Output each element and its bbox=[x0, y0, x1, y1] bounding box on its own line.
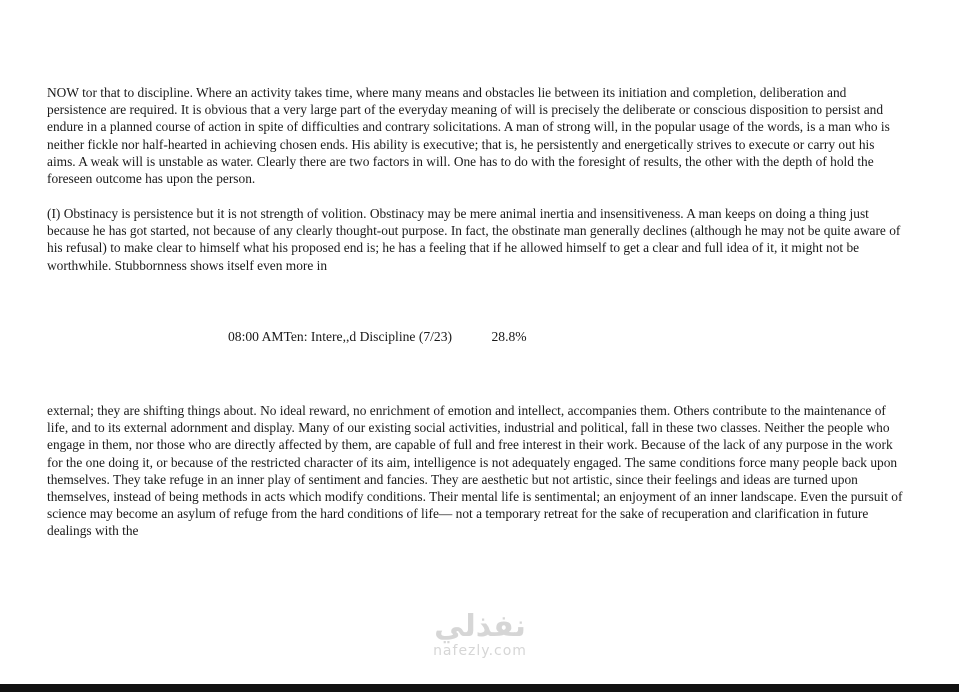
watermark-latin-text: nafezly.com bbox=[433, 643, 527, 659]
nafezly-watermark-logo bbox=[410, 608, 550, 658]
watermark-arabic-text: نفذلي bbox=[434, 609, 526, 644]
paragraph-1: NOW tor that to discipline. Where an activity takes time, where many means and obstacles lie between its initiation and completion, deliberation and persistence are required. It is obvious that a very large part of the everyday meaning of will is precisely the deliberate or conscious disposition to persist and endure in a planned course of action in spite of difficulties and contrary solicitations. A man of strong will, in the popular usage of the words, is a man who is neither fickle nor half-hearted in achieving chosen ends. His ability is executive; that is, he persistently and energetically strives to execute or carry out his aims. A weak will is unstable as water. Clearly there are two factors in will. One has to do with the foresight of results, the other with the depth of hold the foreseen outcome has upon the person. bbox=[47, 85, 890, 187]
paragraph-2: (I) Obstinacy is persistence but it is not strength of volition. Obstinacy may be mere animal inertia and insensitiveness. A man keeps on doing a thing just because he has got started, not because of any clearly thought-out purpose. In fact, the obstinate man generally declines (although he may not be quite aware of his refusal) to make clear to himself what his proposed end is; he has a feeling that if he allowed himself to get a clear and full idea of it, it might not be worthwhile. Stubbornness shows itself even more in bbox=[47, 206, 901, 273]
bottom-edge-bar bbox=[0, 684, 959, 692]
progress-percent: 28.8% bbox=[491, 329, 527, 344]
reader-status-line bbox=[228, 328, 527, 345]
time-chapter-label: 08:00 AMTen: Intere,,d Discipline (7/23) bbox=[228, 329, 453, 344]
paragraph-3: external; they are shifting things about. No ideal reward, no enrichment of emotion and intellect, accompanies them. Others contribute to the maintenance of life, and to its external adornment and display. Many of our existing social activities, industrial and political, fall in these two classes. Neither the people who engage in them, nor those who are directly affected by them, are capable of full and free interest in their work. Because of the lack of any purpose in the work for the one doing it, or because of the restricted character of its aim, intelligence is not adequately engaged. The same conditions force many people back upon themselves. They take refuge in an inner play of sentiment and fancies. They are aesthetic but not artistic, since their feelings and ideas are turned upon themselves, instead of being methods in acts which modify conditions. Their mental life is sentimental; an enjoyment of an inner landscape. Even the pursuit of science may become an asylum of refuge from the hard conditions of life— not a temporary retreat for the sake of recuperation and clarification in future dealings with the bbox=[47, 403, 903, 539]
